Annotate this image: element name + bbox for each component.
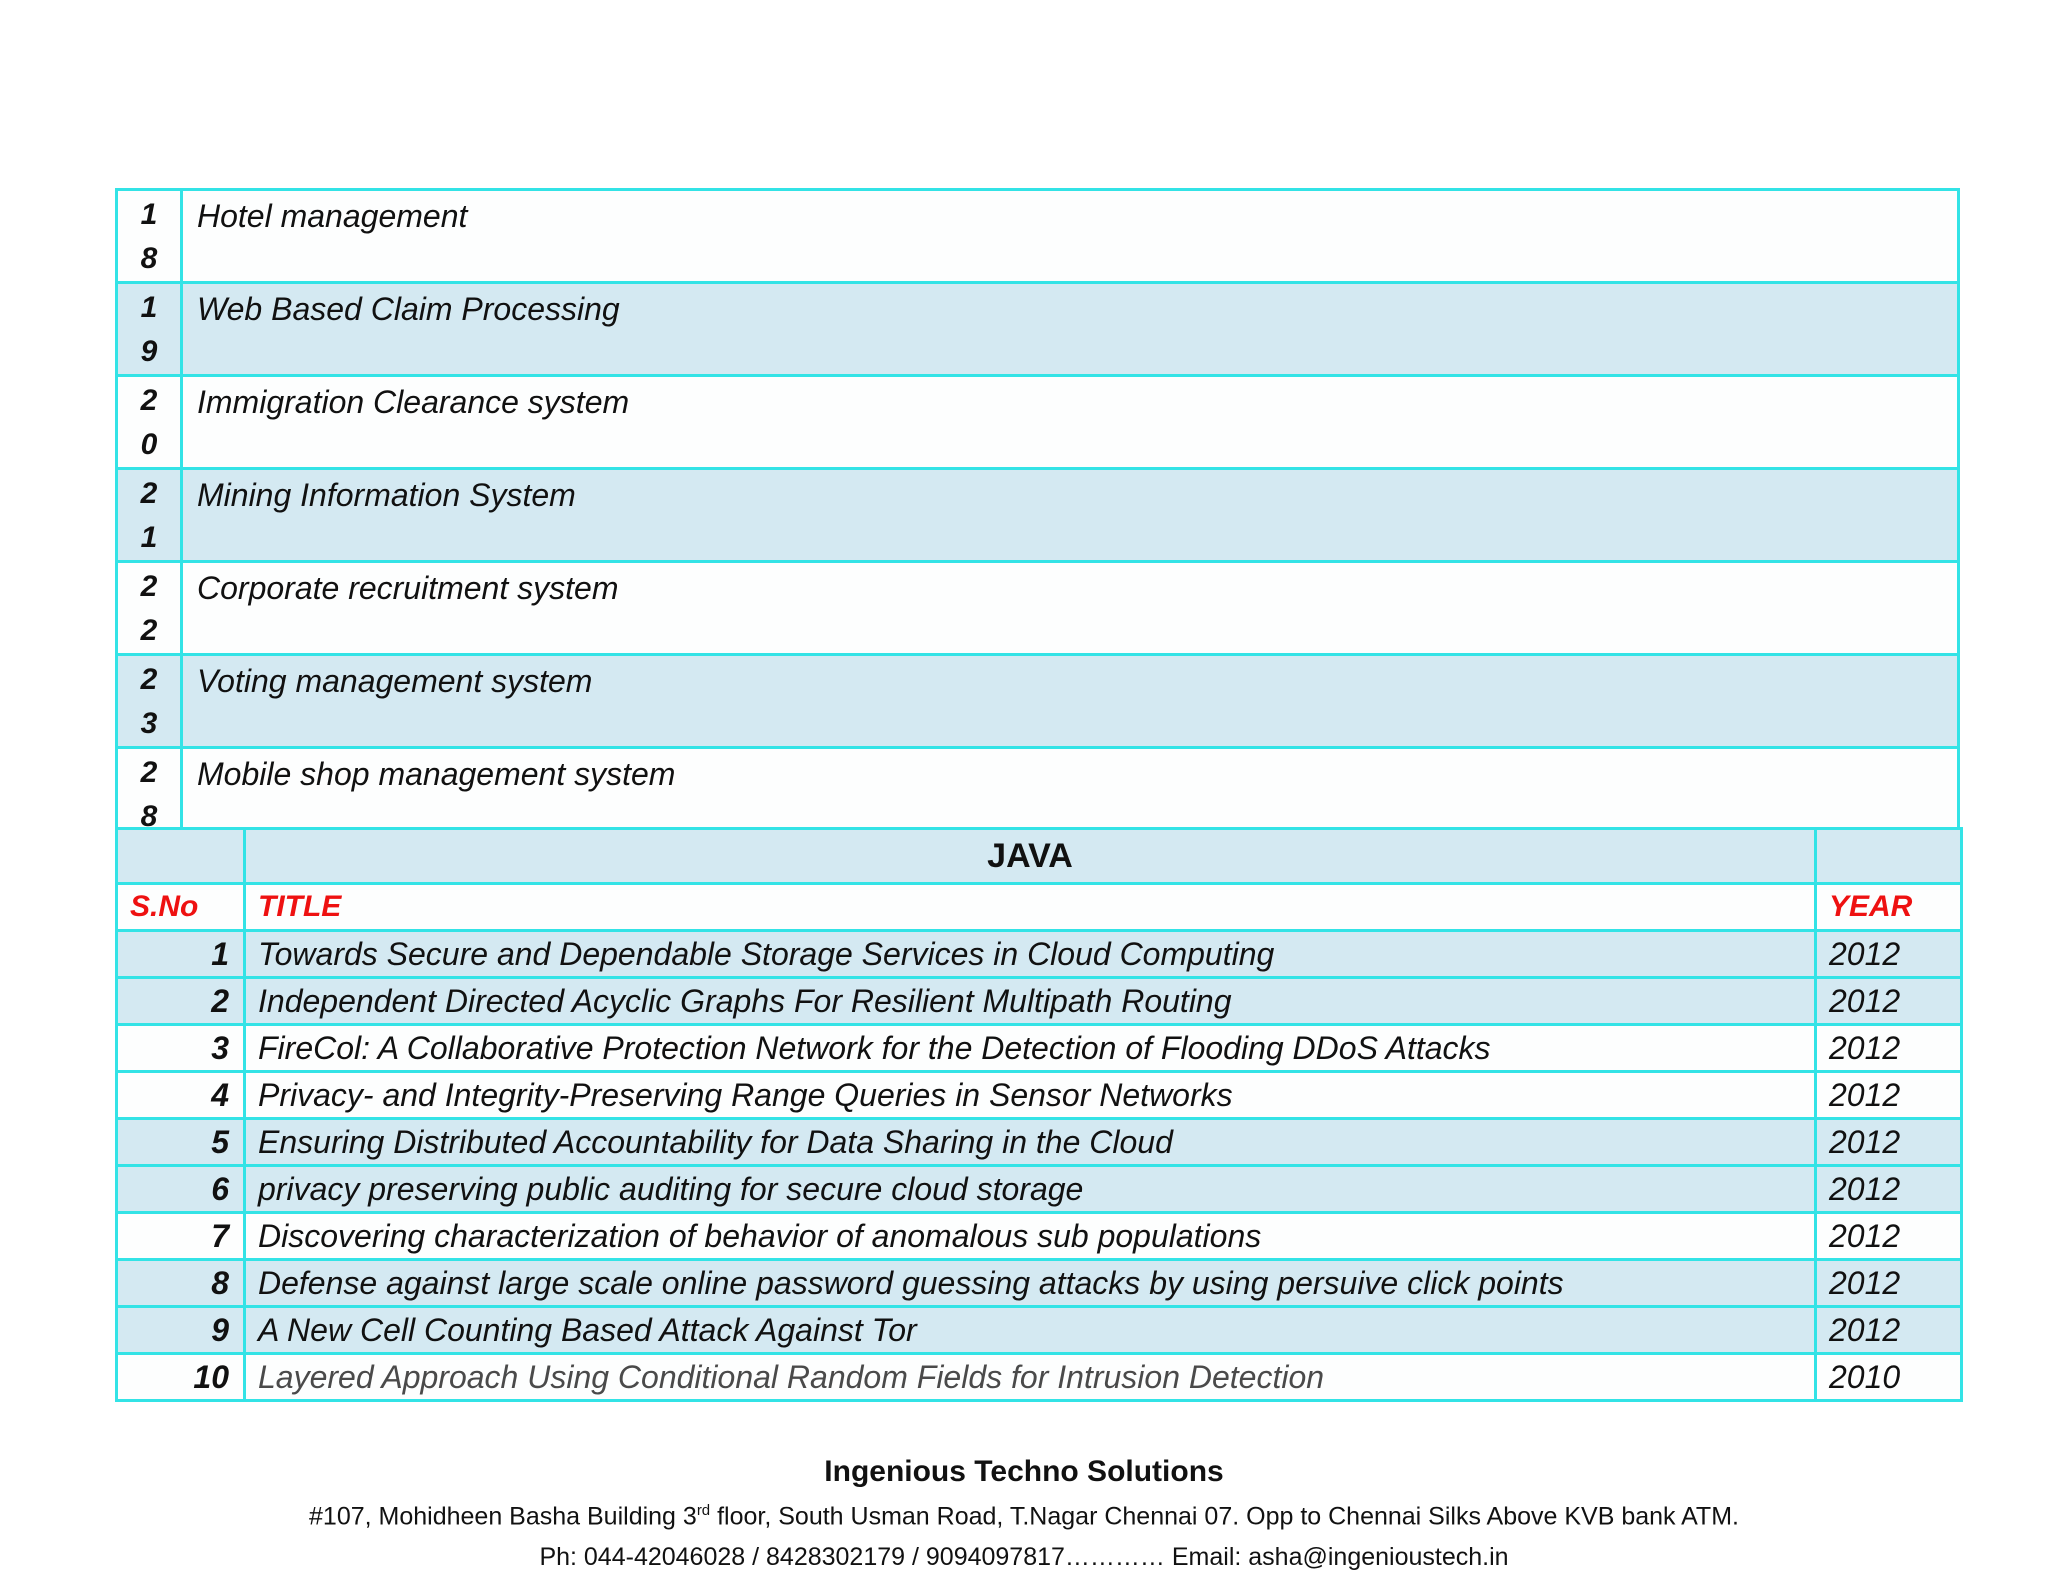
- java-projects-table: [115, 827, 1963, 1402]
- sno-cell: 3: [117, 1025, 245, 1072]
- column-header-sno: S.No: [117, 884, 245, 931]
- section-title: JAVA: [245, 829, 1816, 884]
- title-cell: Defense against large scale online password guessing attacks by using persuive click points: [245, 1260, 1816, 1307]
- table-row: [117, 1307, 1962, 1354]
- sno-cell: 5: [117, 1119, 245, 1166]
- table-row: [117, 931, 1962, 978]
- section-header-row: [117, 829, 1962, 884]
- table-row: [117, 283, 1959, 376]
- empty-cell: [117, 829, 245, 884]
- row-title: Mobile shop management system: [182, 748, 1959, 841]
- title-cell: Privacy- and Integrity-Preserving Range Queries in Sensor Networks: [245, 1072, 1816, 1119]
- column-header-title: TITLE: [245, 884, 1816, 931]
- column-header-row: [117, 884, 1962, 931]
- empty-cell: [1816, 829, 1962, 884]
- row-number: 2 1: [117, 469, 182, 562]
- sno-cell: 8: [117, 1260, 245, 1307]
- row-number: 1 9: [117, 283, 182, 376]
- column-header-year: YEAR: [1816, 884, 1962, 931]
- title-cell: Towards Secure and Dependable Storage Services in Cloud Computing: [245, 931, 1816, 978]
- year-cell: 2012: [1816, 931, 1962, 978]
- table-row: [117, 978, 1962, 1025]
- table-row: [117, 1025, 1962, 1072]
- year-cell: 2012: [1816, 1260, 1962, 1307]
- row-number: 2 0: [117, 376, 182, 469]
- year-cell: 2012: [1816, 1025, 1962, 1072]
- sno-cell: 4: [117, 1072, 245, 1119]
- sno-cell: 2: [117, 978, 245, 1025]
- title-cell: A New Cell Counting Based Attack Against Tor: [245, 1307, 1816, 1354]
- year-cell: 2012: [1816, 1213, 1962, 1260]
- title-cell: privacy preserving public auditing for secure cloud storage: [245, 1166, 1816, 1213]
- row-title: Corporate recruitment system: [182, 562, 1959, 655]
- table-row: [117, 1213, 1962, 1260]
- year-cell: 2012: [1816, 1166, 1962, 1213]
- row-title: Immigration Clearance system: [182, 376, 1959, 469]
- sno-cell: 1: [117, 931, 245, 978]
- title-cell: Ensuring Distributed Accountability for Data Sharing in the Cloud: [245, 1119, 1816, 1166]
- year-cell: 2012: [1816, 1119, 1962, 1166]
- table-row: [117, 562, 1959, 655]
- title-cell: FireCol: A Collaborative Protection Network for the Detection of Flooding DDoS Attacks: [245, 1025, 1816, 1072]
- year-cell: 2012: [1816, 1072, 1962, 1119]
- row-number: 2 2: [117, 562, 182, 655]
- sno-cell: 6: [117, 1166, 245, 1213]
- row-title: Hotel management: [182, 190, 1959, 283]
- sno-cell: 10: [117, 1354, 245, 1401]
- row-title: Web Based Claim Processing: [182, 283, 1959, 376]
- sno-cell: 7: [117, 1213, 245, 1260]
- table-row: [117, 190, 1959, 283]
- project-list-table: [115, 188, 1960, 842]
- row-title: Mining Information System: [182, 469, 1959, 562]
- row-number: 2 8: [117, 748, 182, 841]
- company-address: #107, Mohidheen Basha Building 3rd floor, South Usman Road, T.Nagar Chennai 07. Opp to Chennai Silks Above KVB bank ATM.: [309, 1502, 1739, 1531]
- year-cell: 2010: [1816, 1354, 1962, 1401]
- title-cell: Independent Directed Acyclic Graphs For Resilient Multipath Routing: [245, 978, 1816, 1025]
- table-row: [117, 1166, 1962, 1213]
- table-row: [117, 1072, 1962, 1119]
- table-row: [117, 1119, 1962, 1166]
- title-cell: Layered Approach Using Conditional Random Fields for Intrusion Detection: [245, 1354, 1816, 1401]
- company-name: Ingenious Techno Solutions: [824, 1455, 1224, 1488]
- table-row: [117, 655, 1959, 748]
- row-number: 1 8: [117, 190, 182, 283]
- year-cell: 2012: [1816, 1307, 1962, 1354]
- table-row: [117, 1354, 1962, 1401]
- table-row: [117, 469, 1959, 562]
- table-row: [117, 1260, 1962, 1307]
- year-cell: 2012: [1816, 978, 1962, 1025]
- table-row: [117, 376, 1959, 469]
- row-title: Voting management system: [182, 655, 1959, 748]
- sno-cell: 9: [117, 1307, 245, 1354]
- row-number: 2 3: [117, 655, 182, 748]
- title-cell: Discovering characterization of behavior of anomalous sub populations: [245, 1213, 1816, 1260]
- company-contact: Ph: 044-42046028 / 8428302179 / 9094097817………… Email: asha@ingenioustech.in: [539, 1543, 1509, 1571]
